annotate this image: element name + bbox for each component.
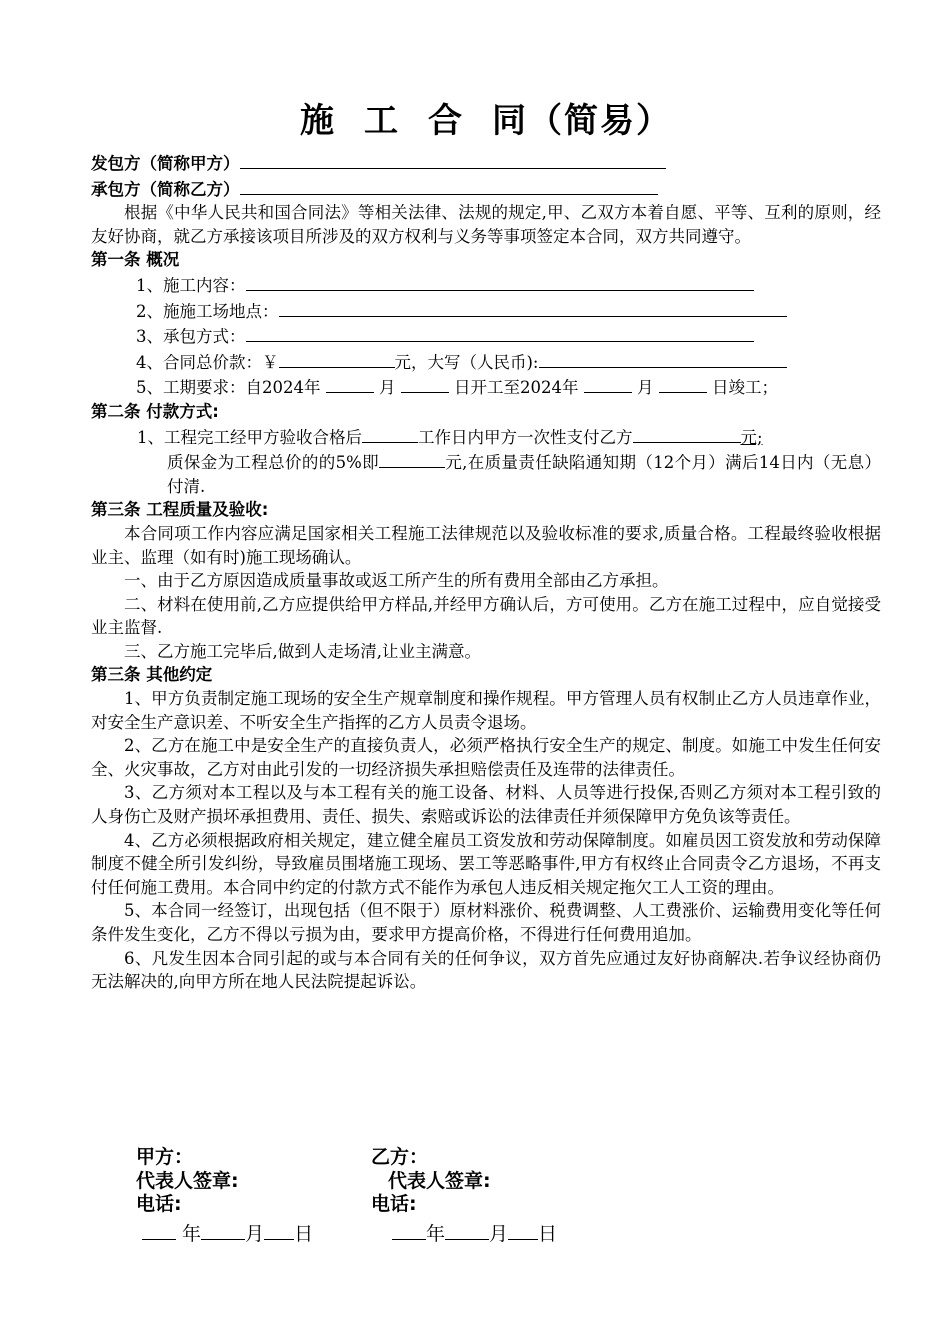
article2-line2 [91, 449, 881, 498]
party-b-blank[interactable] [240, 176, 658, 195]
item4-daxie-blank[interactable] [539, 349, 787, 368]
start-month-blank[interactable] [326, 374, 374, 393]
item5-to-label: 日开工至2024年 [454, 378, 579, 398]
payment-amount-blank[interactable] [633, 424, 741, 443]
title-char-3: 合 [428, 101, 464, 141]
payment-label-a: 1、工程完工经甲方验收合格后 [137, 427, 362, 447]
article3-p4: 三、乙方施工完毕后,做到人走场清,让业主满意。 [124, 641, 481, 661]
warranty-label-a: 质保金为工程总价的的5%即 [167, 453, 379, 473]
date-b-year-blank[interactable] [392, 1221, 426, 1240]
item1-label: 1、施工内容： [136, 275, 246, 295]
date-a [142, 1221, 313, 1247]
party-a-label: 发包方（简称甲方） [91, 154, 240, 173]
item4-daxie-label: 元，大写（人民币): [394, 352, 539, 372]
item2-label: 2、施施工场地点： [136, 301, 279, 321]
party-b-label: 承包方（简称乙方） [91, 179, 240, 199]
phone-b-label: 电话: [371, 1193, 417, 1216]
document-title [91, 98, 881, 144]
article1-item1 [91, 272, 881, 298]
date-b [392, 1221, 557, 1247]
warranty-label-b: 元,在质量责任缺陷通知期（12个月）满后14日内（无息）付清. [167, 453, 881, 496]
article3-heading: 第三条 工程质量及验收: [91, 500, 269, 520]
article4-p4: 4、乙方必须根据政府相关规定，建立健全雇员工资发放和劳动保障制度。如雇员因工资发放和劳动保障制度不健全所引发纠纷，导致雇员围堵施工现场、罢工等恶略事件,甲方有权终止合同责令乙方退场，不再支付任何施工费用。本合同中约定的付款方式不能作为承包人违反相关规定拖欠工人工资的理由。 [91, 830, 881, 897]
date-b-year-label: 年 [426, 1222, 446, 1245]
item5-label: 5、工期要求：自2024年 [136, 378, 321, 398]
rep-b-sign-label: 代表人签章: [388, 1169, 491, 1192]
end-day-blank[interactable] [659, 374, 707, 393]
party-a-line [91, 150, 881, 176]
article4-p2: 2、乙方在施工中是安全生产的直接负责人，必须严格执行安全生产的规定、制度。如施工中发生任何安全、火灾事故，乙方对由此引发的一切经济损失承担赔偿责任及连带的法律责任。 [91, 736, 881, 779]
article1-item3 [91, 323, 881, 349]
date-a-year-label: 年 [182, 1222, 202, 1245]
payment-label-b: 工作日内甲方一次性支付乙方 [418, 427, 633, 447]
title-char-4: 同（简易） [492, 101, 672, 141]
article4-heading: 第三条 其他约定 [91, 665, 213, 685]
payment-label-c: 元; [740, 427, 763, 447]
title-char-1: 施 [300, 101, 336, 141]
article2-line1 [91, 424, 881, 450]
signature-block [136, 1146, 696, 1244]
item3-label: 3、承包方式： [136, 327, 246, 347]
article3-p1: 本合同项工作内容应满足国家相关工程施工法律规范以及验收标准的要求,质量合格。工程最终验收根据业主、监理（如有时)施工现场确认。 [91, 523, 881, 567]
party-a-sign-label: 甲方： [136, 1146, 194, 1168]
contract-page [91, 98, 881, 994]
date-a-year-blank[interactable] [142, 1221, 176, 1240]
date-a-day-label: 日 [294, 1222, 314, 1245]
date-b-month-label: 月 [489, 1222, 509, 1245]
date-a-day-blank[interactable] [264, 1221, 294, 1240]
article4-p6: 6、凡发生因本合同引起的或与本合同有关的任何争议，双方首先应通过友好协商解决.若争议经协商仍无法解决的,向甲方所在地人民法院提起诉讼。 [91, 948, 881, 992]
party-a-blank[interactable] [240, 150, 666, 169]
warranty-amount-blank[interactable] [379, 449, 445, 468]
item3-blank[interactable] [246, 323, 754, 342]
date-a-month-blank[interactable] [201, 1221, 245, 1240]
article1-item4 [91, 349, 881, 375]
article2-heading: 第二条 付款方式: [91, 401, 219, 421]
title-char-2: 工 [364, 101, 400, 141]
article1-heading: 第一条 概况 [91, 250, 180, 270]
intro-paragraph: 根据《中华人民共和国合同法》等相关法律、法规的规定,甲、乙双方本着自愿、平等、互利的原则，经友好协商，就乙方承接该项目所涉及的双方权利与义务等事项签定本合同，双方共同遵守。 [91, 203, 881, 246]
end-month-blank[interactable] [584, 374, 632, 393]
item2-blank[interactable] [279, 298, 787, 317]
article4-p1: 1、甲方负责制定施工现场的安全生产规章制度和操作规程。甲方管理人员有权制止乙方人员违章作业，对安全生产意识差、不听安全生产指挥的乙方人员责令退场。 [91, 689, 881, 732]
date-b-day-blank[interactable] [508, 1221, 538, 1240]
date-a-month-label: 月 [245, 1222, 265, 1245]
item4-amount-blank[interactable] [279, 349, 395, 368]
start-day-blank[interactable] [401, 374, 449, 393]
article1-item2 [91, 298, 881, 324]
date-b-day-label: 日 [538, 1222, 558, 1245]
party-b-sign-label: 乙方： [371, 1146, 429, 1168]
party-b-line [91, 176, 881, 202]
date-b-month-blank[interactable] [445, 1221, 489, 1240]
item4-label: 4、合同总价款：￥ [136, 352, 279, 372]
article4-p5: 5、本合同一经签订，出现包括（但不限于）原材料涨价、税费调整、人工费涨价、运输费用变化等任何条件发生变化，乙方不得以亏损为由，要求甲方提高价格，不得进行任何费用追加。 [91, 901, 881, 944]
phone-a-label: 电话: [136, 1193, 182, 1216]
article3-p2: 一、由于乙方原因造成质量事故或返工所产生的所有费用全部由乙方承担。 [124, 571, 669, 591]
item5-month-label: 月 [379, 378, 396, 398]
payment-days-blank[interactable] [362, 424, 418, 443]
article3-p3: 二、材料在使用前,乙方应提供给甲方样品,并经甲方确认后，方可使用。乙方在施工过程中，应自觉接受业主监督. [91, 594, 881, 638]
rep-a-sign-label: 代表人签章: [136, 1169, 239, 1192]
item5-month2-label: 月 [637, 378, 654, 398]
article4-p3: 3、乙方须对本工程以及与本工程有关的施工设备、材料、人员等进行投保,否则乙方须对本工程引致的人身伤亡及财产损坏承担费用、责任、损失、索赔或诉讼的法律责任并须保障甲方免负该等责任。 [91, 783, 881, 827]
item5-end-label: 日竣工； [712, 378, 778, 398]
item1-blank[interactable] [246, 272, 754, 291]
article1-item5 [91, 374, 881, 400]
